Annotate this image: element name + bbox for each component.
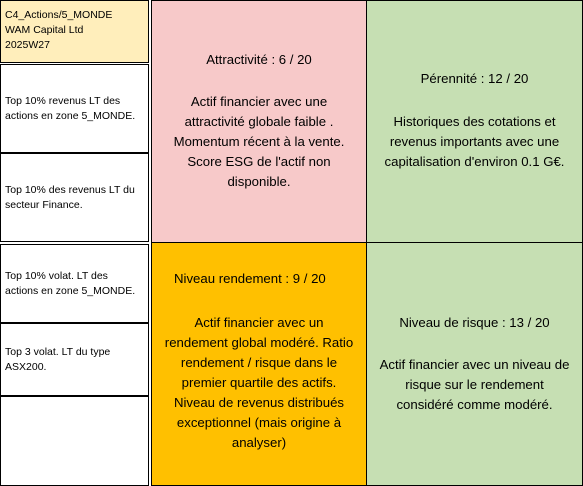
perennite-block (366, 0, 583, 243)
criterion-line: actions en zone 5_MONDE. (5, 109, 136, 122)
description-line: analyser) (231, 435, 287, 450)
rendement-block (151, 242, 367, 486)
asset-name: WAM Capital Ltd (5, 24, 84, 36)
description-line: disponible. (227, 174, 291, 189)
attractivite-description (160, 92, 358, 192)
asset-category: C4_Actions/5_MONDE (5, 9, 113, 21)
description-line: rendement / risque dans le (180, 355, 338, 370)
criterion-cell (0, 323, 149, 396)
criterion-cell (0, 153, 149, 242)
asset-header (0, 0, 149, 63)
description-line: Actif financier avec un niveau de (379, 357, 570, 372)
risque-description (369, 355, 580, 415)
criterion-line: secteur Finance. (5, 198, 83, 211)
risque-block (366, 242, 583, 486)
criterion-line: ASX200. (5, 360, 47, 373)
criterion-cell-empty (0, 396, 149, 486)
description-line: considéré comme modéré. (396, 397, 553, 412)
description-line: exceptionnel (mais origine à (176, 415, 342, 430)
attractivite-title: Attractivité : 6 / 20 (206, 52, 312, 67)
description-line: attractivité globale faible . (184, 114, 334, 129)
rendement-description (160, 313, 358, 453)
description-line: Score ESG de l'actif non (187, 154, 331, 169)
criterion-line: Top 10% volat. LT des (5, 269, 108, 282)
asset-period: 2025W27 (5, 39, 50, 51)
perennite-title: Pérennité : 12 / 20 (420, 71, 529, 86)
description-line: Momentum récent à la vente. (173, 134, 345, 149)
criterion-line: Top 10% des revenus LT du (5, 183, 135, 196)
description-line: risque sur le rendement (405, 377, 544, 392)
criterion-line: Top 10% revenus LT des (5, 94, 121, 107)
risque-title: Niveau de risque : 13 / 20 (399, 315, 550, 330)
description-line: Actif financier avec une (190, 94, 328, 109)
description-line: rendement global modéré. Ratio (164, 335, 354, 350)
criterion-cell (0, 64, 149, 153)
criterion-line: Top 3 volat. LT du type (5, 345, 111, 358)
description-line: premier quartile des actifs. (181, 375, 337, 390)
description-line: capitalisation d'environ 0.1 G€. (384, 154, 565, 169)
rendement-title: Niveau rendement : 9 / 20 (174, 271, 326, 286)
criterion-cell (0, 244, 149, 323)
criterion-line: actions en zone 5_MONDE. (5, 284, 136, 297)
description-line: Actif financier avec un (194, 315, 324, 330)
description-line: revenus importants avec une (389, 134, 560, 149)
left-column (0, 0, 151, 486)
description-line: Niveau de revenus distribués (173, 395, 345, 410)
attractivite-block (151, 0, 367, 243)
description-line: Historiques des cotations et (393, 114, 556, 129)
perennite-description (369, 112, 580, 172)
